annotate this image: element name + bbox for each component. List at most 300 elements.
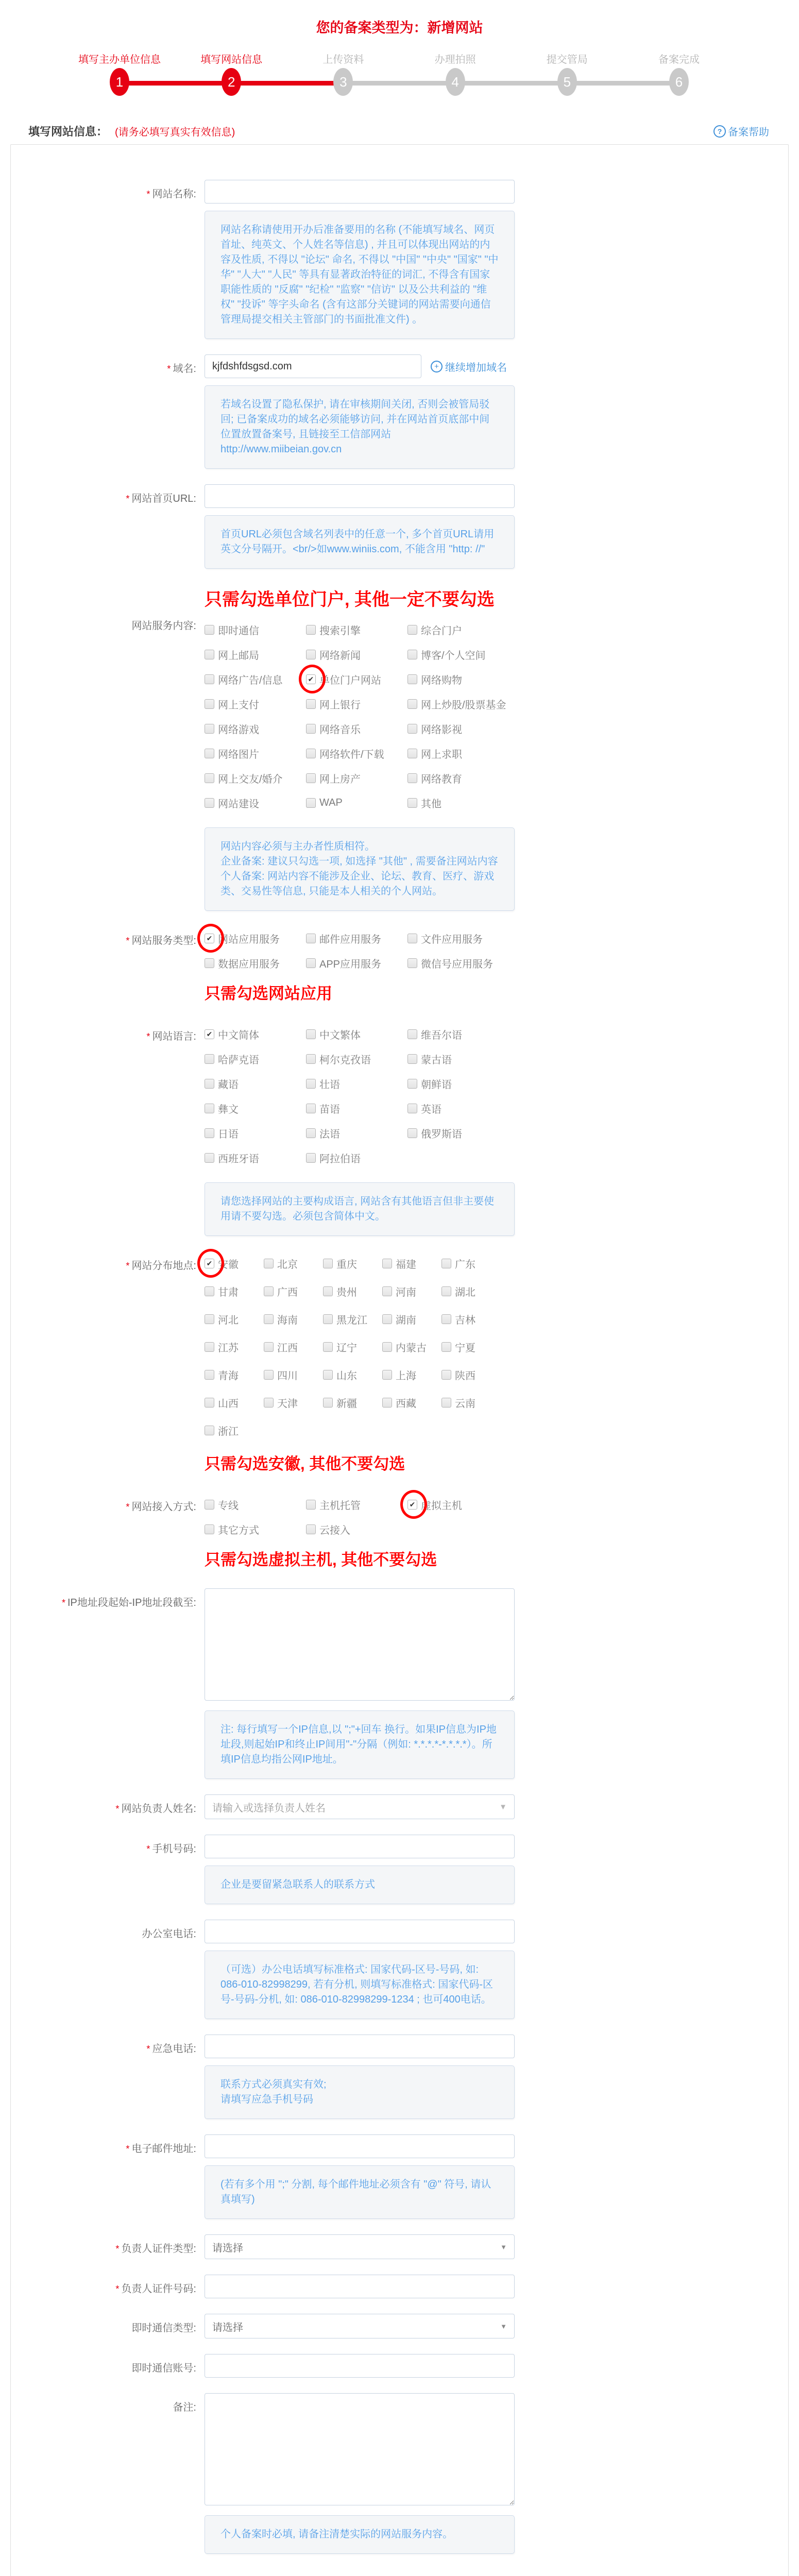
checkbox-label: 网络游戏 — [218, 724, 259, 736]
checkbox-option[interactable] — [441, 1367, 501, 1382]
email-help — [205, 2165, 515, 2219]
language-row — [11, 1022, 788, 1236]
checkbox-icon[interactable] — [205, 1398, 214, 1408]
checkbox-option[interactable] — [407, 1126, 509, 1141]
checkbox-icon[interactable] — [323, 1342, 333, 1352]
checkbox-option[interactable] — [441, 1395, 501, 1410]
beian-help-link[interactable] — [713, 124, 769, 139]
checkbox-option[interactable] — [264, 1367, 323, 1382]
checkbox-icon[interactable] — [407, 1079, 417, 1089]
checkbox-option[interactable] — [306, 1126, 407, 1141]
access-mode-row — [11, 1493, 788, 1573]
checkbox-icon[interactable] — [205, 724, 214, 734]
domain-input[interactable] — [205, 354, 421, 378]
section-title: 填写网站信息： — [28, 125, 108, 138]
checkbox-label: 博客/个人空间 — [421, 650, 486, 662]
help-text-line: 个人备案: 网站内容不能涉及企业、论坛、教育、医疗、游戏类、交易性等信息, 只能是本人相关的个人网站。 — [220, 871, 495, 897]
checkbox-option[interactable] — [382, 1284, 441, 1299]
checkbox-option[interactable] — [205, 771, 306, 786]
required-asterisk: * — [126, 494, 130, 504]
required-asterisk: * — [146, 1031, 150, 1042]
progress-stepper — [0, 51, 799, 118]
checkbox-label: 综合门户 — [421, 625, 462, 637]
checkbox-icon[interactable] — [382, 1370, 392, 1380]
office-phone-input[interactable] — [205, 1920, 515, 1943]
checkbox-checked-icon[interactable]: ✔ — [205, 1259, 214, 1268]
checkbox-icon[interactable] — [323, 1398, 333, 1408]
checkbox-icon[interactable] — [205, 1426, 214, 1435]
red-circle-highlight — [197, 1249, 224, 1278]
checkbox-label: WAP — [319, 797, 343, 808]
email-input[interactable] — [205, 2134, 515, 2158]
cert-type-value: 请选择 — [212, 2242, 243, 2254]
checkbox-icon[interactable] — [382, 1342, 392, 1352]
checkbox-option[interactable] — [306, 1052, 407, 1066]
checkbox-icon[interactable] — [306, 1104, 316, 1113]
checkbox-option[interactable] — [382, 1312, 441, 1327]
emergency-phone-label: * 应急电话: — [146, 2043, 196, 2055]
domain-row — [11, 354, 788, 469]
checkbox-icon[interactable] — [264, 1398, 274, 1408]
checkbox-icon[interactable] — [382, 1398, 392, 1408]
domain-label: * 域名: — [167, 363, 196, 375]
help-text-line: 联系方式必须真实有效; — [220, 2079, 327, 2090]
checkbox-icon[interactable] — [205, 699, 214, 709]
checkbox-option[interactable] — [306, 795, 407, 810]
checkbox-icon[interactable] — [264, 1370, 274, 1380]
checkbox-option[interactable] — [407, 1101, 509, 1116]
checkbox-option[interactable] — [306, 1497, 407, 1512]
im-type-label: 即时通信类型: — [131, 2323, 196, 2334]
checkbox-option[interactable] — [264, 1340, 323, 1354]
checkbox-icon[interactable] — [205, 1104, 214, 1113]
checkbox-icon[interactable] — [323, 1259, 333, 1268]
checkbox-label: 网上银行 — [319, 700, 361, 711]
access-mode-annotation: 只需勾选虚拟主机, 其他不要勾选 — [205, 1551, 437, 1569]
checkbox-icon[interactable] — [306, 958, 316, 968]
checkbox-icon[interactable] — [382, 1286, 392, 1296]
checkbox-label: 网上邮局 — [218, 650, 259, 662]
checkbox-icon[interactable] — [205, 1370, 214, 1380]
checkbox-icon[interactable] — [407, 1054, 417, 1064]
checkbox-label: 网络音乐 — [319, 724, 361, 736]
checkbox-label: 北京 — [277, 1259, 298, 1270]
step-label-4: 办理拍照 — [434, 54, 476, 65]
checkbox-label: 内蒙古 — [396, 1343, 427, 1354]
step-circle-3: 3 — [333, 68, 353, 96]
ip-range-textarea[interactable] — [205, 1588, 515, 1701]
page-title: 您的备案类型为：新增网站 — [316, 20, 483, 36]
checkbox-option[interactable] — [205, 1126, 306, 1141]
checkbox-label: 河南 — [396, 1287, 416, 1298]
remark-help — [205, 2515, 515, 2554]
checkbox-icon[interactable] — [407, 650, 417, 659]
checkbox-option[interactable] — [306, 771, 407, 786]
checkbox-icon[interactable] — [205, 773, 214, 783]
help-text-line: 网站内容必须与主办者性质相符。 — [220, 841, 375, 852]
checkbox-icon[interactable] — [205, 1314, 214, 1324]
checkbox-icon[interactable] — [407, 773, 417, 783]
emergency-phone-input[interactable] — [205, 2035, 515, 2058]
location-options — [205, 1251, 516, 1451]
checkbox-option[interactable] — [205, 931, 306, 946]
checkbox-icon[interactable] — [407, 1128, 417, 1138]
im-type-select[interactable] — [205, 2314, 515, 2338]
checkbox-option[interactable] — [323, 1395, 382, 1410]
checkbox-option[interactable] — [382, 1395, 441, 1410]
plus-circle-icon: + — [431, 361, 443, 372]
checkbox-icon[interactable] — [264, 1342, 274, 1352]
cert-number-input[interactable] — [205, 2275, 515, 2298]
checkbox-icon[interactable] — [441, 1286, 451, 1296]
checkbox-label: 甘肃 — [218, 1287, 239, 1298]
checkbox-option[interactable] — [205, 1497, 306, 1512]
checkbox-icon[interactable] — [264, 1286, 274, 1296]
checkbox-option[interactable] — [306, 647, 407, 662]
checkbox-option[interactable] — [323, 1312, 382, 1327]
checkbox-option[interactable] — [264, 1284, 323, 1299]
help-text-line: 个人备案时必填, 请备注清楚实际的网站服务内容。 — [220, 2529, 453, 2540]
checkbox-option[interactable] — [407, 721, 509, 736]
checkbox-icon[interactable] — [441, 1342, 451, 1352]
checkbox-icon[interactable] — [382, 1259, 392, 1268]
checkbox-icon[interactable] — [407, 798, 417, 808]
checkbox-option[interactable] — [205, 1076, 306, 1091]
checkbox-option[interactable] — [323, 1256, 382, 1271]
checkbox-option[interactable] — [306, 697, 407, 711]
checkbox-option[interactable] — [306, 746, 407, 761]
checkbox-label: 网络影视 — [421, 724, 462, 736]
checkbox-label: 西藏 — [396, 1398, 416, 1410]
checkbox-label: 日语 — [218, 1129, 239, 1140]
checkbox-checked-icon[interactable]: ✔ — [306, 674, 316, 684]
help-text-line: 企业是要留紧急联系人的联系方式 — [220, 1879, 375, 1890]
checkbox-label: 壮语 — [319, 1079, 340, 1091]
checkbox-icon[interactable] — [264, 1259, 274, 1268]
checkbox-icon[interactable] — [306, 1054, 316, 1064]
checkbox-option[interactable] — [407, 622, 509, 637]
checkbox-icon[interactable] — [205, 1524, 214, 1534]
checkbox-option[interactable] — [323, 1284, 382, 1299]
required-asterisk: * — [126, 1502, 130, 1512]
checkbox-option[interactable] — [205, 1522, 306, 1537]
email-row — [11, 2134, 788, 2219]
checkbox-option[interactable] — [306, 1522, 407, 1537]
checkbox-option[interactable] — [205, 721, 306, 736]
checkbox-icon[interactable] — [441, 1259, 451, 1268]
checkbox-option[interactable] — [205, 1367, 264, 1382]
im-account-input[interactable] — [205, 2354, 515, 2378]
language-label: * 网站语言: — [146, 1031, 196, 1042]
checkbox-icon[interactable] — [306, 1029, 316, 1039]
checkbox-label: 贵州 — [336, 1287, 357, 1298]
checkbox-icon[interactable] — [407, 699, 417, 709]
help-text-line: 请您选择网站的主要构成语言, 网站含有其他语言但非主要使用请不要勾选。必须包含简体中文。 — [220, 1196, 495, 1222]
checkbox-icon[interactable] — [306, 650, 316, 659]
checkbox-icon[interactable] — [323, 1370, 333, 1380]
ip-range-row — [11, 1588, 788, 1779]
checkbox-label: 上海 — [396, 1370, 416, 1382]
checkbox-label: 俄罗斯语 — [421, 1129, 462, 1140]
checkbox-label: 安徽 — [218, 1259, 239, 1270]
checkbox-checked-icon[interactable]: ✔ — [407, 1500, 417, 1510]
checkbox-icon[interactable] — [407, 625, 417, 635]
checkbox-icon[interactable] — [205, 1128, 214, 1138]
checkbox-option[interactable] — [407, 1027, 509, 1042]
checkbox-option[interactable] — [382, 1256, 441, 1271]
checkbox-icon[interactable] — [323, 1286, 333, 1296]
checkbox-icon[interactable] — [205, 650, 214, 659]
checkbox-option[interactable] — [205, 746, 306, 761]
checkbox-label: 网络购物 — [421, 675, 462, 686]
checkbox-label: 云南 — [455, 1398, 475, 1410]
checkbox-icon[interactable] — [441, 1314, 451, 1324]
checkbox-label: 网上交友/婚介 — [218, 774, 283, 785]
help-text-line: 网站名称请使用开办后准备要用的名称 (不能填写域名、网页首址、纯英文、个人姓名等信息) , 并且可以体现出网站的内容及性质, 不得以 "论坛" 命名, 不得以 "中国" "中央" "国家" "中华" "人大" "人民" 等具有显著政治特征的词汇, 不得含有国家职能性质的 "反腐" "纪检" "监察" "信访" 以及公共利益的 "维权" "投诉" 等字头命名 (含有这部分关键词的网站需要向通信管理局提交相关主管部门的书面批准文件) 。 — [220, 224, 499, 325]
checkbox-option[interactable] — [382, 1340, 441, 1354]
checkbox-option[interactable] — [205, 1150, 306, 1165]
checkbox-option[interactable] — [407, 746, 509, 761]
checkbox-label: 青海 — [218, 1370, 239, 1382]
checkbox-icon[interactable] — [306, 625, 316, 635]
checkbox-icon[interactable] — [382, 1314, 392, 1324]
office-phone-row — [11, 1920, 788, 2019]
checkbox-option[interactable] — [407, 1497, 509, 1512]
checkbox-option[interactable] — [205, 697, 306, 711]
checkbox-icon[interactable] — [306, 749, 316, 758]
office-phone-label: 办公室电话: — [142, 1928, 196, 1940]
checkbox-icon[interactable] — [407, 724, 417, 734]
checkbox-option[interactable] — [306, 1027, 407, 1042]
home-url-input[interactable] — [205, 484, 515, 508]
checkbox-label: 中文繁体 — [319, 1030, 361, 1041]
cert-number-label: * 负责人证件号码: — [115, 2283, 196, 2295]
site-name-help — [205, 211, 515, 339]
checkbox-label: 网上炒股/股票基金 — [421, 700, 506, 711]
checkbox-icon[interactable] — [306, 699, 316, 709]
checkbox-icon[interactable] — [205, 1500, 214, 1510]
checkbox-option[interactable] — [264, 1256, 323, 1271]
red-circle-highlight — [299, 665, 326, 693]
required-asterisk: * — [126, 2144, 130, 2154]
checkbox-label: 网络软件/下载 — [319, 749, 384, 760]
checkbox-option[interactable] — [205, 647, 306, 662]
mobile-input[interactable] — [205, 1835, 515, 1858]
checkbox-label: 广西 — [277, 1287, 298, 1298]
checkbox-option[interactable] — [205, 795, 306, 810]
checkbox-option[interactable] — [205, 1101, 306, 1116]
checkbox-option[interactable] — [205, 1340, 264, 1354]
checkbox-icon[interactable] — [306, 1524, 316, 1534]
add-domain-label: 继续增加域名 — [445, 362, 507, 374]
checkbox-label: APP应用服务 — [319, 959, 382, 970]
checkbox-option[interactable] — [407, 771, 509, 786]
checkbox-icon[interactable] — [306, 1153, 316, 1163]
checkbox-icon[interactable] — [306, 934, 316, 943]
checkbox-icon[interactable] — [205, 1286, 214, 1296]
checkbox-icon[interactable] — [205, 625, 214, 635]
checkbox-option[interactable] — [306, 1076, 407, 1091]
checkbox-option[interactable] — [441, 1340, 501, 1354]
remark-label: 备注: — [173, 2402, 196, 2413]
home-url-help — [205, 515, 515, 569]
checkbox-label: 藏语 — [218, 1079, 239, 1091]
checkbox-icon[interactable] — [441, 1398, 451, 1408]
help-text-line: （可选）办公电话填写标准格式: 国家代码-区号-号码, 如: 086-010-82998299, 若有分机, 则填写标准格式: 国家代码-区号-号码-分机, 如: 086-010-82998299-1234 ; 也可400电话。 — [220, 1964, 494, 2005]
checkbox-label: 广东 — [455, 1259, 475, 1270]
form-panel — [10, 144, 789, 2576]
checkbox-icon[interactable] — [407, 674, 417, 684]
checkbox-icon[interactable] — [306, 1079, 316, 1089]
remark-row — [11, 2393, 788, 2554]
checkbox-icon[interactable] — [205, 749, 214, 758]
home-url-label: * 网站首页URL: — [126, 493, 196, 504]
checkbox-option[interactable] — [382, 1367, 441, 1382]
location-label: * 网站分布地点: — [126, 1260, 196, 1272]
checkbox-label: 彝文 — [218, 1104, 239, 1115]
site-name-row — [11, 180, 788, 339]
mobile-label: * 手机号码: — [146, 1843, 196, 1855]
checkbox-option[interactable] — [441, 1312, 501, 1327]
checkbox-label: 陕西 — [455, 1370, 475, 1382]
checkbox-option[interactable] — [205, 1256, 264, 1271]
checkbox-icon[interactable] — [205, 674, 214, 684]
checkbox-option[interactable] — [407, 1052, 509, 1066]
checkbox-label: 重庆 — [336, 1259, 357, 1270]
help-text-line: 企业备案: 建议只勾选一项, 如选择 "其他" , 需要备注网站内容 — [220, 856, 498, 867]
cert-type-row — [11, 2234, 788, 2259]
im-account-row — [11, 2354, 788, 2378]
checkbox-icon[interactable] — [441, 1370, 451, 1380]
add-domain-link[interactable] — [431, 359, 507, 374]
checkbox-label: 哈萨克语 — [218, 1055, 259, 1066]
checkbox-icon[interactable] — [407, 1029, 417, 1039]
step-circle-4: 4 — [446, 68, 465, 96]
checkbox-option[interactable] — [407, 647, 509, 662]
checkbox-option[interactable] — [407, 697, 509, 711]
required-asterisk: * — [115, 1804, 120, 1814]
checkbox-icon[interactable] — [205, 1153, 214, 1163]
checkbox-label: 江西 — [277, 1343, 298, 1354]
checkbox-option[interactable] — [205, 672, 306, 687]
checkbox-checked-icon[interactable]: ✔ — [205, 934, 214, 943]
checkbox-option[interactable] — [205, 1027, 306, 1042]
step-circle-2: 2 — [222, 68, 241, 96]
checkbox-option[interactable] — [306, 721, 407, 736]
checkbox-option[interactable] — [306, 956, 407, 971]
checkbox-icon[interactable] — [407, 749, 417, 758]
checkbox-icon[interactable] — [205, 1054, 214, 1064]
checkbox-label: 其他 — [421, 799, 441, 810]
site-name-input[interactable] — [205, 180, 515, 204]
checkbox-label: 网上支付 — [218, 700, 259, 711]
step-label-6: 备案完成 — [658, 54, 700, 65]
remark-textarea[interactable] — [205, 2393, 515, 2505]
service-type-row — [11, 926, 788, 1007]
checkbox-label: 蒙古语 — [421, 1055, 452, 1066]
checkbox-label: 西班牙语 — [218, 1154, 259, 1165]
checkbox-option[interactable] — [306, 1101, 407, 1116]
checkbox-icon[interactable] — [407, 934, 417, 943]
checkbox-option[interactable] — [264, 1312, 323, 1327]
checkbox-option[interactable] — [441, 1284, 501, 1299]
checkbox-option[interactable] — [205, 1052, 306, 1066]
checkbox-option[interactable] — [306, 672, 407, 687]
ip-range-help — [205, 1710, 515, 1779]
checkbox-icon[interactable] — [306, 1128, 316, 1138]
checkbox-option[interactable] — [205, 956, 306, 971]
checkbox-option[interactable] — [306, 931, 407, 946]
checkbox-label: 宁夏 — [455, 1343, 475, 1354]
section-head — [28, 123, 769, 139]
checkbox-label: 主机托管 — [319, 1500, 361, 1512]
checkbox-label: 江苏 — [218, 1343, 239, 1354]
ip-range-label: * IP地址段起始-IP地址段截至: — [61, 1597, 196, 1608]
section-note: (请务必填写真实有效信息) — [115, 127, 235, 138]
checkbox-option[interactable] — [264, 1395, 323, 1410]
checkbox-option[interactable] — [407, 931, 509, 946]
checkbox-icon[interactable] — [306, 724, 316, 734]
checkbox-icon[interactable] — [306, 773, 316, 783]
checkbox-icon[interactable] — [323, 1314, 333, 1324]
step-circle-5: 5 — [557, 68, 577, 96]
checkbox-option[interactable] — [441, 1256, 501, 1271]
site-name-label: * 网站名称: — [146, 189, 196, 200]
required-asterisk: * — [115, 2244, 120, 2254]
required-asterisk: * — [146, 189, 150, 199]
checkbox-option[interactable] — [407, 672, 509, 687]
checkbox-icon[interactable] — [205, 958, 214, 968]
checkbox-icon[interactable] — [407, 1104, 417, 1113]
checkbox-option[interactable] — [323, 1367, 382, 1382]
checkbox-option[interactable] — [205, 1423, 264, 1438]
cert-type-select[interactable] — [205, 2234, 515, 2259]
checkbox-label: 网络图片 — [218, 749, 259, 760]
checkbox-icon[interactable] — [306, 1500, 316, 1510]
checkbox-option[interactable] — [306, 622, 407, 637]
beian-help-label: 备案帮助 — [728, 127, 769, 138]
checkbox-option[interactable] — [407, 1076, 509, 1091]
checkbox-option[interactable] — [205, 1312, 264, 1327]
checkbox-option[interactable] — [407, 956, 509, 971]
checkbox-icon[interactable] — [264, 1314, 274, 1324]
checkbox-option[interactable] — [323, 1340, 382, 1354]
service-content-help — [205, 827, 515, 911]
checkbox-option[interactable] — [205, 1395, 264, 1410]
principal-name-combobox[interactable] — [205, 1794, 515, 1819]
checkbox-icon[interactable] — [407, 958, 417, 968]
principal-name-row — [11, 1794, 788, 1819]
checkbox-label: 网上求职 — [421, 749, 462, 760]
checkbox-label: 新疆 — [336, 1398, 357, 1410]
checkbox-label: 苗语 — [319, 1104, 340, 1115]
checkbox-option[interactable] — [306, 1150, 407, 1165]
checkbox-icon[interactable] — [205, 1342, 214, 1352]
checkbox-checked-icon[interactable]: ✔ — [205, 1029, 214, 1039]
cert-type-label: * 负责人证件类型: — [115, 2243, 196, 2255]
checkbox-option[interactable] — [205, 622, 306, 637]
checkbox-icon[interactable] — [205, 798, 214, 808]
checkbox-icon[interactable] — [205, 1079, 214, 1089]
checkbox-option[interactable] — [205, 1284, 264, 1299]
checkbox-icon[interactable] — [306, 798, 316, 808]
required-asterisk: * — [146, 1844, 150, 1854]
help-text-line: 若域名设置了隐私保护, 请在审核期间关闭, 否则会被管局驳回; 已备案成功的域名必须能够访问, 并在网站首页底部中间位置放置备案号, 且链接至工信部网站http://www.miibeian.gov.cn — [220, 399, 490, 455]
checkbox-label: 网上房产 — [319, 774, 361, 785]
checkbox-option[interactable] — [407, 795, 509, 810]
step-label-2: 填写网站信息 — [200, 54, 263, 65]
checkbox-label: 数据应用服务 — [218, 959, 280, 970]
